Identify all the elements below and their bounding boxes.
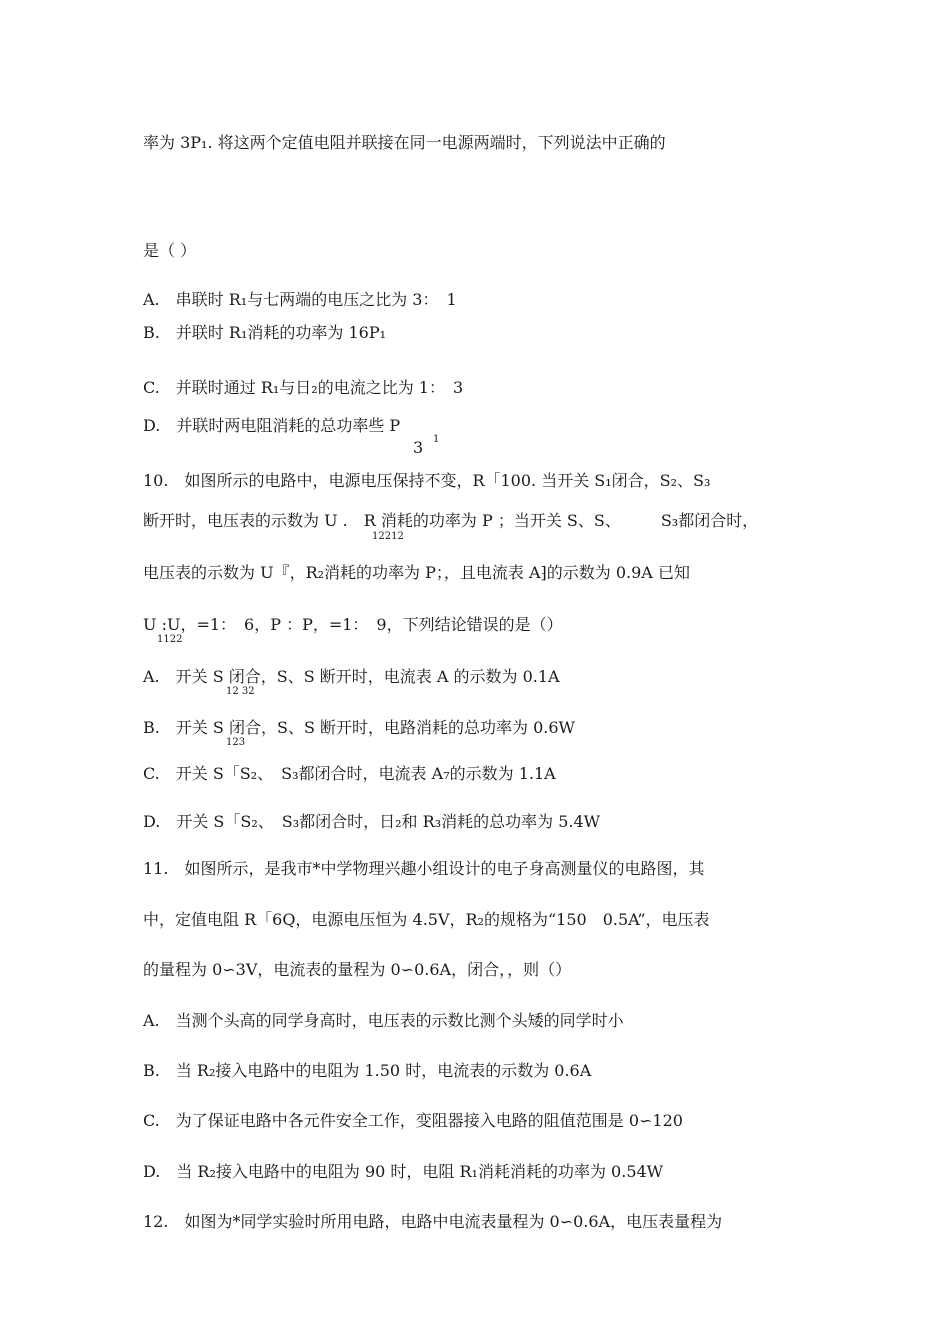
subscript-row: 12 32	[226, 686, 255, 697]
q10-option-c: C. 开关 S「S₂、 S₃都闭合时，电流表 A₇的示数为 1.1A	[143, 764, 556, 783]
q10-stem-line: 电压表的示数为 U『，R₂消耗的功率为 P；，且电流表 A⁆的示数为 0.9A 已知	[143, 563, 690, 582]
fraction-subscript: 1	[433, 434, 440, 445]
q11-option-c: C. 为了保证电路中各元件安全工作，变阻器接入电路的阻值范围是 0∽120	[143, 1111, 683, 1130]
q9-option-b: B. 并联时 R₁消耗的功率为 16P₁	[143, 323, 387, 342]
q11-stem-line: 11. 如图所示，是我市*中学物理兴趣小组设计的电子身高测量仪的电路图，其	[143, 859, 705, 878]
q12-stem-line: 12. 如图为*同学实验时所用电路，电路中电流表量程为 0∽0.6A，电压表量程为	[143, 1212, 723, 1231]
q10-option-b: B. 开关 S 闭合，S、S 断开时，电路消耗的总功率为 0.6W	[143, 718, 575, 737]
subscript-row: 1122	[157, 634, 183, 645]
q9-option-c: C. 并联时通过 R₁与日₂的电流之比为 1： 3	[143, 378, 464, 397]
q11-option-b: B. 当 R₂接入电路中的电阻为 1.50 时，电流表的示数为 0.6A	[143, 1061, 592, 1080]
subscript-row: 123	[226, 737, 246, 748]
subscript-row: 12212	[372, 531, 404, 542]
q11-option-d: D. 当 R₂接入电路中的电阻为 90 时，电阻 R₁消耗消耗的功率为 0.54W	[143, 1162, 664, 1181]
q9-option-d: D. 并联时两电阻消耗的总功率些 P	[143, 416, 401, 435]
q11-option-a: A. 当测个头高的同学身高时，电压表的示数比测个头矮的同学时小	[143, 1011, 624, 1030]
fraction-denominator: 3	[413, 438, 424, 457]
q10-stem-line: 断开时，电压表的示数为 U . R 消耗的功率为 P ；当开关 S、S、 S₃都闭合时，	[143, 511, 759, 530]
q10-stem-line: 10. 如图所示的电路中，电源电压保持不变，R「100. 当开关 S₁闭合，S₂、S₃	[143, 471, 711, 490]
text-line: 是（ ）	[143, 241, 197, 260]
q10-option-d: D. 开关 S「S₂、 S₃都闭合时，日₂和 R₃消耗的总功率为 5.4W	[143, 812, 601, 831]
q11-stem-line: 的量程为 0∽3V，电流表的量程为 0∽0.6A，闭合，，则（）	[143, 960, 572, 979]
q9-option-a: A. 串联时 R₁与七两端的电压之比为 3： 1	[143, 290, 457, 309]
q10-stem-line: U :U，=1： 6，P ：P，=1： 9，下列结论错误的是（）	[143, 615, 563, 634]
text-line: 率为 3P₁. 将这两个定值电阻并联接在同一电源两端时，下列说法中正确的	[143, 133, 666, 152]
q11-stem-line: 中，定值电阻 R「6Q，电源电压恒为 4.5V，R₂的规格为“150 0.5A”，电压表	[143, 910, 710, 929]
q10-option-a: A. 开关 S 闭合，S、S 断开时，电流表 A 的示数为 0.1A	[143, 667, 560, 686]
